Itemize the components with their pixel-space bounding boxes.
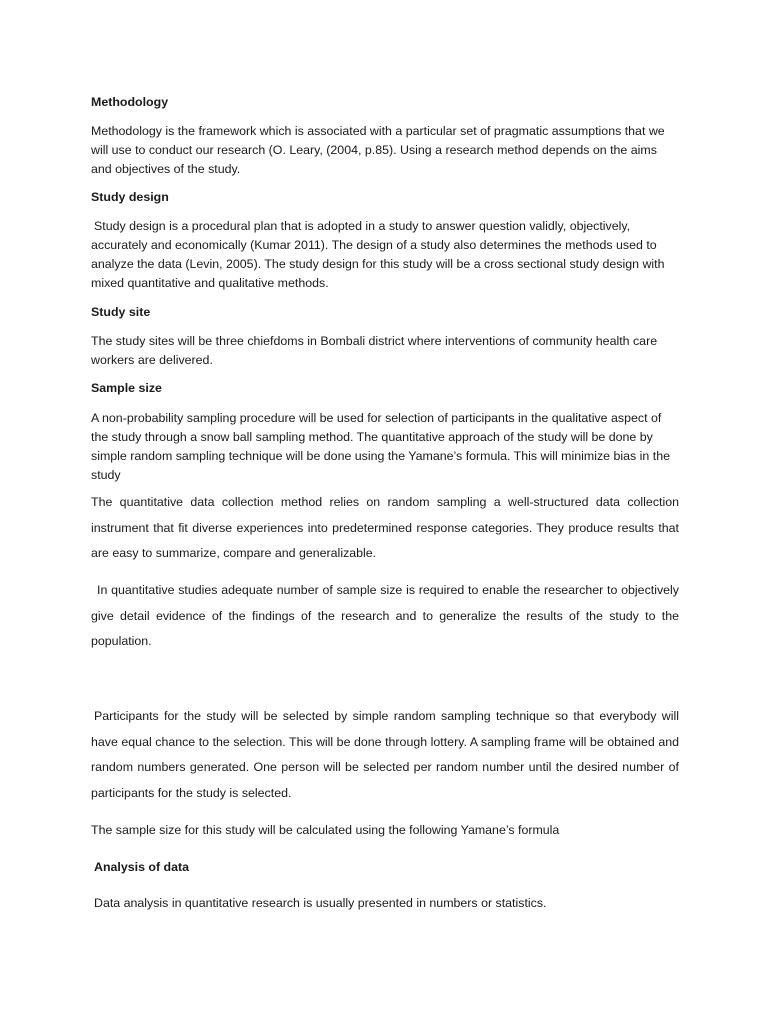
methodology-heading: Methodology	[91, 95, 169, 109]
analysis-heading: Analysis of data	[94, 860, 190, 874]
methodology-paragraph: Methodology is the framework which is associated with a particular set of pragmatic assumptions that we will use to conduct our research (O. Leary, (2004, p.85). Using a research method depends on the aims and objectives of the study.	[91, 124, 665, 176]
analysis-paragraph: Data analysis in quantitative research is usually presented in numbers or statistics.	[94, 896, 547, 910]
sample-size-paragraph-1: A non-probability sampling procedure will be used for selection of participants in the qualitative aspect of the study through a snow ball sampling method. The quantitative approach of the study will be done by simple random sampling technique will be done using the Yamane’s formula. This will minimize bias in the study	[91, 411, 670, 482]
study-design-paragraph: Study design is a procedural plan that is adopted in a study to answer question validly, objectively, accurately and economically (Kumar 2011). The design of a study also determines the methods used to analyze the data (Levin, 2005). The study design for this study will be a cross sectional study design with mixed quantitative and qualitative methods.	[91, 219, 665, 290]
sample-size-paragraph-5: The sample size for this study will be calculated using the following Yamane’s formula	[91, 823, 560, 837]
sample-size-paragraph-3: In quantitative studies adequate number of sample size is required to enable the researcher to objectively give detail evidence of the findings of the research and to generalize the results of the study to the population.	[91, 583, 679, 649]
study-site-heading: Study site	[91, 305, 151, 319]
sample-size-heading: Sample size	[91, 381, 162, 395]
sample-size-paragraph-4: Participants for the study will be selected by simple random sampling technique so that everybody will have equal chance to the selection. This will be done through lottery. A sampling frame will be obtained and random numbers generated. One person will be selected per random number until the desired number of participants for the study is selected.	[91, 709, 679, 801]
study-design-heading: Study design	[91, 190, 169, 204]
study-site-paragraph: The study sites will be three chiefdoms in Bombali district where interventions of community health care workers are delivered.	[91, 334, 658, 367]
sample-size-paragraph-2: The quantitative data collection method relies on random sampling a well-structured data collection instrument that fit diverse experiences into predetermined response categories. They produce results that are easy to summarize, compare and generalizable.	[91, 495, 679, 561]
